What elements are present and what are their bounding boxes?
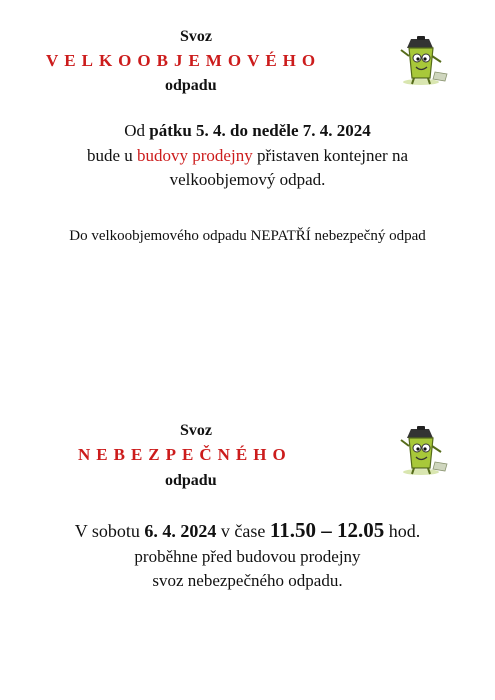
heading-odpadu-2: odpadu	[165, 472, 217, 489]
location-highlight: budovy prodejny	[137, 146, 253, 165]
heading-nebezpecneho: NEBEZPEČNÉHO	[78, 445, 292, 464]
heading-velkoobjemoveho: VELKOOBJEMOVÉHO	[46, 51, 322, 70]
heading-svoz-2: Svoz	[180, 422, 212, 439]
note-line: Do velkoobjemového odpadu NEPATŘÍ nebezpečný odpad	[69, 228, 426, 244]
schedule-line: V sobotu 6. 4. 2024 v čase 11.50 – 12.05 hod.	[74, 518, 421, 542]
body-line-2: bude u budovy prodejny přistaven kontejner na	[86, 146, 409, 165]
dates-line: Od pátku 5. 4. do neděle 7. 4. 2024	[124, 121, 371, 140]
trash-can-mascot-icon	[395, 424, 449, 476]
collection-time: 11.50 – 12.05	[269, 518, 385, 542]
trash-can-mascot-icon	[395, 34, 449, 86]
body-line-3: velkoobjemový odpad.	[169, 170, 326, 189]
schedule-line-2: proběhne před budovou prodejny	[134, 547, 361, 566]
heading-odpadu-1: odpadu	[165, 77, 217, 94]
heading-svoz-1: Svoz	[180, 28, 212, 45]
collection-date: 6. 4. 2024	[144, 521, 217, 541]
date-range: pátku 5. 4. do neděle 7. 4. 2024	[149, 121, 371, 140]
schedule-line-3: svoz nebezpečného odpadu.	[152, 571, 343, 590]
